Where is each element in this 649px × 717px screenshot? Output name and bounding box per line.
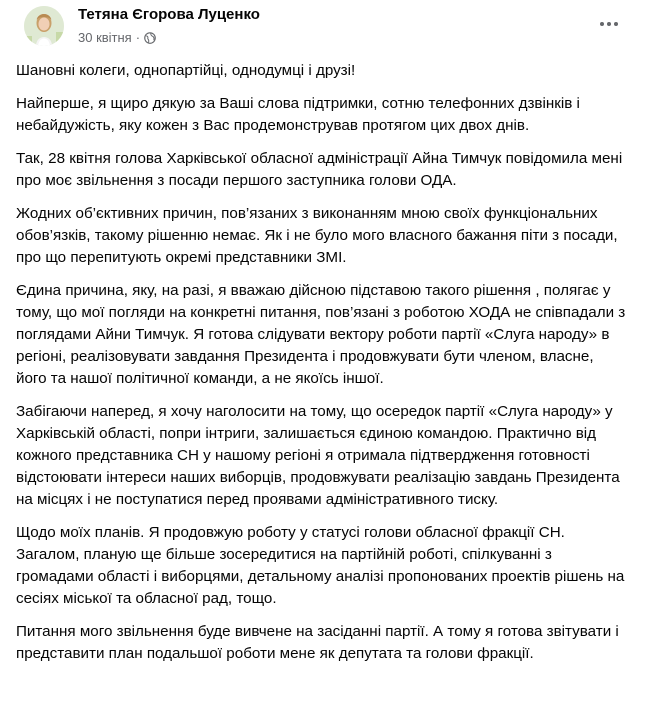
post-paragraph: Єдина причина, яку, на разі, я вважаю дійсною підставою такого рішення , полягає у тому, що мої погляди на конкретні питання, пов’язані з роботою ХОДА не співпадали з поглядами Айни Тимчук. Я готова слідувати вектору роботи партії «Слуга народу» в регіоні, реалізовувати завдання Президента і продовжувати бути членом, власне, його та нашої політичної команди, а не якоїсь іншої. bbox=[16, 282, 626, 387]
post-header bbox=[16, 0, 633, 60]
post-paragraph: Так, 28 квітня голова Харківської обласної адміністрації Айна Тимчук повідомила мені про моє звільнення з посади першого заступника голови ОДА. bbox=[16, 150, 623, 189]
post-paragraph: Питання мого звільнення буде вивчене на засіданні партії. А тому я готова звітувати і представити план подальшої роботи мене як депутата та голови фракції. bbox=[16, 623, 619, 662]
post-paragraph: Жодних об’єктивних причин, пов’язаних з виконанням мною своїх функціональних обов’язків, такому рішенню немає. Як і не було мого власного бажання піти з посади, про що перепитують окремі представники ЗМІ. bbox=[16, 205, 618, 266]
globe-icon[interactable] bbox=[144, 32, 156, 44]
author-name-link[interactable]: Тетяна Єгорова Луценко bbox=[78, 6, 260, 23]
post-meta bbox=[78, 30, 156, 45]
post-body bbox=[16, 60, 628, 676]
post-paragraph: Найперше, я щиро дякую за Ваші слова підтримки, сотню телефонних дзвінків і небайдужість, яку кожен з Вас продемонстрував протягом цих двох днів. bbox=[16, 95, 580, 134]
post-paragraph: Забігаючи наперед, я хочу наголосити на тому, що осередок партії «Слуга народу» у Харківській області, попри інтриги, залишається єдиною командою. Практично від кожного представника СН у нашому регіоні я отримала підтвердження готовності відстоювати інтереси наших виборців, продовжувати реалізацію завдань Президента на місцях і не поступатися перед проявами адміністративного тиску. bbox=[16, 403, 620, 508]
more-options-button[interactable] bbox=[591, 6, 627, 42]
avatar[interactable] bbox=[24, 6, 64, 46]
post-paragraph: Щодо моїх планів. Я продовжую роботу у статусі голови обласної фракції СН. Загалом, планую ще більше зосередитися на партійній роботі, спілкуванні з громадами області і виборцями, детальному аналізі пропонованих проектів рішень на сесіях міської та обласної рад, тощо. bbox=[16, 524, 625, 607]
more-options-icon bbox=[600, 22, 604, 26]
profile-photo-icon bbox=[24, 6, 64, 46]
post-date-link[interactable]: 30 квітня bbox=[78, 30, 132, 45]
meta-separator: · bbox=[135, 30, 141, 45]
post-paragraph: Шановні колеги, однопартійці, однодумці і друзі! bbox=[16, 62, 356, 79]
